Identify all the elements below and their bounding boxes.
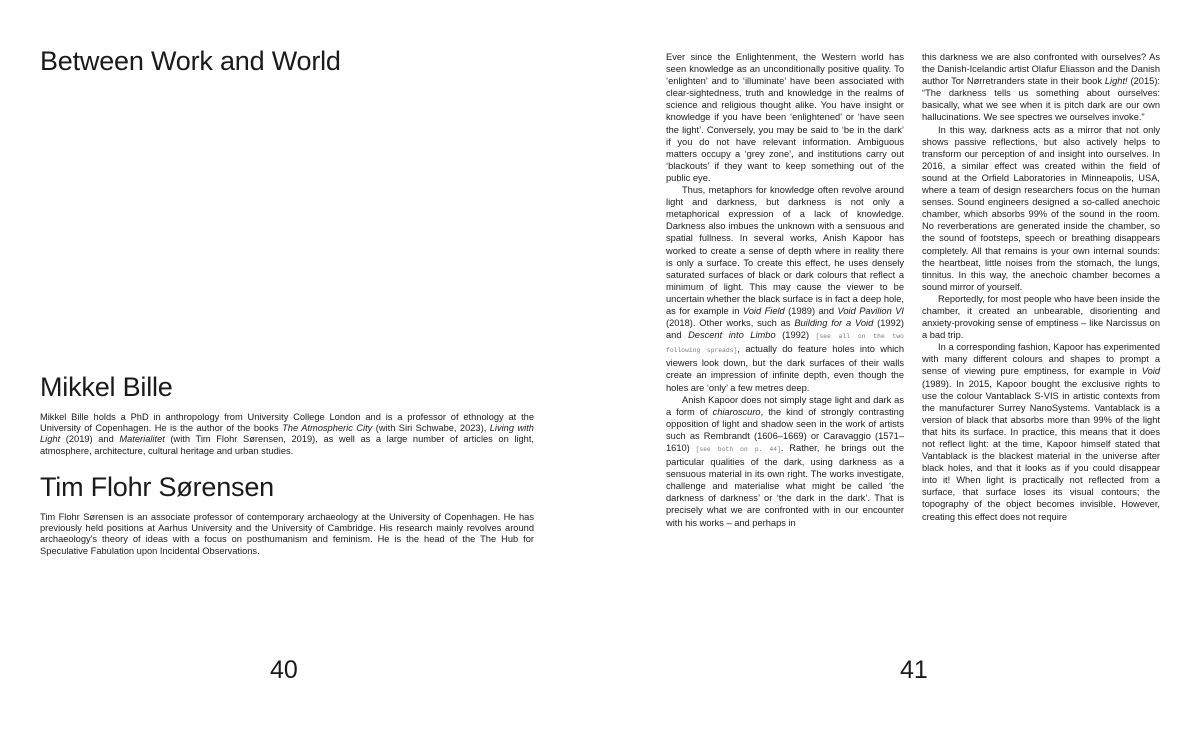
- paragraph: In a corresponding fashion, Kapoor has experimented with many different colours and shapes to prompt a sense of viewing pure emptiness, for example in Void (1989). In 2015, Kapoor bought the exclusive rights to use the colour Vantablack S-VIS in artistic contexts from the manufacturer Surrey NanoSystems. Vantablack is a version of black that absorbs more than 99% of the light that hits its surface. In practice, this means that it does not reflect light: at the time, Kapoor himself stated that Vantablack is the blackest material in the universe after black holes, and that it looks as if you could disappear into it! When light is practically not reflected from a surface, that surface loses its visual contours; the topography of the object becomes invisible. However, creating this effect does not require: [922, 342, 1160, 522]
- paragraph: Thus, metaphors for knowledge often revolve around light and darkness, but darkness is not only a metaphorical expression of a lack of knowledge. Darkness also imbues the unknown with a sensuous and spatial fullness. In several works, Anish Kapoor has worked to create a sense of depth where in reality there is only a surface. To create this effect, he uses densely saturated surfaces of black or dark colours that reflect a minimum of light. This may cause the viewer to be uncertain whether the black surface is in fact a deep hole, as for example in Void Field (1989) and Void Pavilion VI (2018). Other works, such as Building for a Void (1992) and Descent into Limbo (1992) [see all on the two following spreads], actually do feature holes into which viewers look down, but the dark surfaces of their walls create an impression of infinite depth, even though the holes are ‘only’ a few metres deep.: [666, 185, 904, 393]
- paragraph: this darkness we are also confronted with ourselves? As the Danish-Icelandic artist Olafur Eliasson and the Danish author Tor Nørretranders state in their book Light! (2015): “The darkness tells us something about ourselves: basically, what we see when it is pitch dark are our own hallucinations. We see spectres we ourselves invoke.”: [922, 52, 1160, 123]
- paragraph: Anish Kapoor does not simply stage light and dark as a form of chiaroscuro, the kind of strongly contrasting opposition of light and shadow seen in the work of artists such as Rembrandt (1606–1669) or Caravaggio (1571–1610) [see both on p. 44]. Rather, he brings out the particular qualities of the dark, using darkness as a sensuous material in its own right. The works investigate, challenge and materialise what might be called ‘the darkness of darkness’ or ‘the dark in the dark’. That is precisely what we are confronted with in our encounter with his works – and perhaps in: [666, 394, 904, 528]
- cross-reference: [see both on p. 44]: [695, 446, 781, 453]
- author-bio-mikkel-bille: Mikkel Bille holds a PhD in anthropology from University College London and is a professor of ethnology at the University of Copenhagen. He is the author of the books The Atmospheric City (with Siri Schwabe, 2023), Living with Light (2019) and Materialitet (with Tim Flohr Sørensen, 2019), as well as a large number of articles on light, atmosphere, architecture, cultural heritage and urban studies.: [40, 412, 535, 456]
- text-column-1: [666, 51, 904, 529]
- text-column-2: [922, 51, 1160, 523]
- author-name-mikkel-bille: Mikkel Bille: [40, 372, 173, 402]
- paragraph: Ever since the Enlightenment, the Western world has seen knowledge as an unconditionally positive quality. To ‘enlighten’ and to ‘illuminate’ have been associated with clear-sightedness, truth and knowledge in the realms of science and religious thought alike. You have insight or knowledge if you have been ‘enlightened’ or ‘have seen the light’. Conversely, you may be said to ‘be in the dark’ if you do not have relevant information. Ambiguous matters occupy a ‘grey zone’, and institutions carry out ‘blackouts’ if they want to keep something out of the public eye.: [666, 52, 904, 183]
- paragraph: Reportedly, for most people who have been inside the chamber, it created an unbearable, disorienting and anxiety-provoking sense of emptiness – like Narcissus on a bad trip.: [922, 293, 1160, 341]
- author-name-tim-flohr-sorensen: Tim Flohr Sørensen: [40, 472, 274, 502]
- page-number-right: 41: [900, 656, 928, 684]
- paragraph: In this way, darkness acts as a mirror that not only shows passive reflections, but also actively helps to transform our perception of and insight into ourselves. In 2016, a similar effect was created within the field of sound at the Orfield Laboratories in Minneapolis, USA, where a team of design researchers focus on the human senses. Sound engineers designed a so-called anechoic chamber, which absorbs 99% of the sound in the room. No reverberations are generated inside the chamber, so the sound of footsteps, speech or breathing disappears completely. All that remains is your own internal sounds: the heartbeat, little noises from the stomach, the lungs, tinnitus. In this way, the anechoic chamber becomes a sound mirror of yourself.: [922, 124, 1160, 292]
- chapter-title: Between Work and World: [40, 46, 341, 76]
- page-number-left: 40: [270, 656, 298, 684]
- author-bio-tim-flohr-sorensen: Tim Flohr Sørensen is an associate professor of contemporary archaeology at the University of Copenhagen. He has previously held positions at Aarhus University and the University of Cambridge. His research mainly revolves around archaeology's theory of ideas with a focus on posthumanism and feminism. He is the head of the The Hub for Speculative Fabulation upon Incidental Observations.: [40, 512, 534, 556]
- cross-reference: [see all on the two following spreads]: [666, 333, 904, 355]
